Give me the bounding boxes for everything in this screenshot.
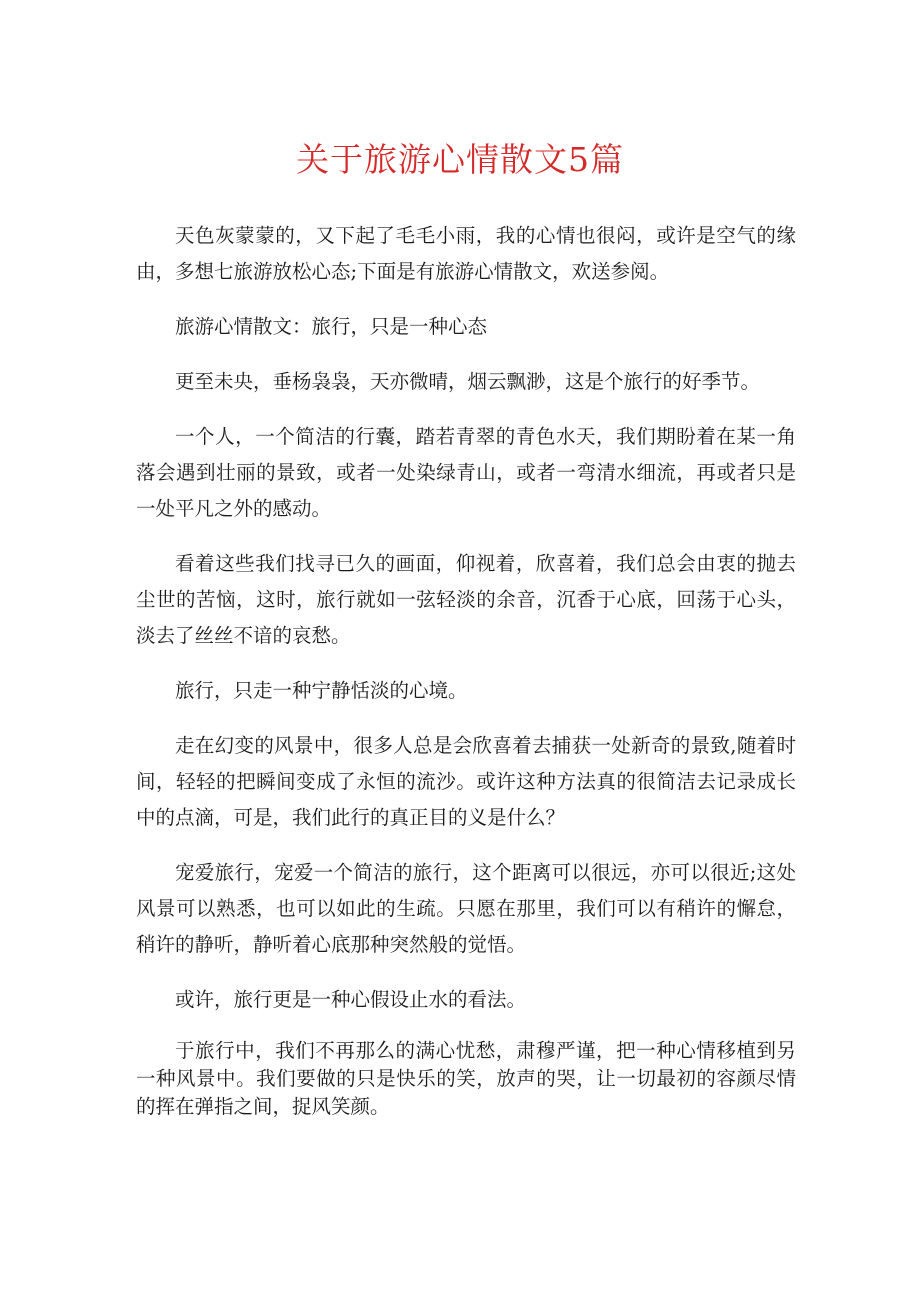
- paragraph-subtitle: 旅游心情散文：旅行，只是一种心态: [175, 315, 488, 338]
- paragraph: 更至未央，垂杨袅袅，天亦微晴，烟云飘渺，这是个旅行的好季节。: [175, 370, 761, 393]
- paragraph-last: 于旅行中，我们不再那么的满心忧愁，肃穆严谨，把一种心情移植到另一种风景中。我们要做的只是快乐的笑，放声的哭，让一切最初的容颜尽情的挥在弹指之间，捉风笑颜。: [136, 1039, 796, 1118]
- paragraph: 或许，旅行更是一种心假设止水的看法。: [175, 988, 527, 1011]
- paragraph: 一个人，一个简洁的行囊，踏若青翠的青色水天，我们期盼着在某一角落会遇到壮丽的景致，或者一处染绿青山，或者一弯清水细流，再或者只是一处平凡之外的感动。: [136, 425, 796, 520]
- paragraph: 宠爱旅行，宠爱一个简洁的旅行，这个距离可以很远，亦可以很近;这处风景可以熟悉，也可以如此的生疏。只愿在那里，我们可以有稍许的懈怠，稍许的静听，静听着心底那种突然般的觉悟。: [136, 861, 796, 956]
- paragraph: 看着这些我们找寻已久的画面，仰视着，欣喜着，我们总会由衷的抛去尘世的苦恼，这时，旅行就如一弦轻淡的余音，沉香于心底，回荡于心头，淡去了丝丝不谙的哀愁。: [136, 552, 796, 647]
- paragraph-intro: 天色灰蒙蒙的，又下起了毛毛小雨，我的心情也很闷，或许是空气的缘由，多想七旅游放松心态;下面是有旅游心情散文，欢送参阅。: [136, 224, 796, 283]
- paragraph: 走在幻变的风景中，很多人总是会欣喜着去捕获一处新奇的景致,随着时间，轻轻的把瞬间变成了永恒的流沙。或许这种方法真的很简洁去记录成长中的点滴，可是，我们此行的真正目的义是什么？: [136, 734, 796, 829]
- document-body: [136, 218, 796, 1140]
- paragraph: 旅行，只走一种宁静恬淡的心境。: [175, 679, 468, 702]
- document-title: 关于旅游心情散文5篇: [296, 140, 624, 179]
